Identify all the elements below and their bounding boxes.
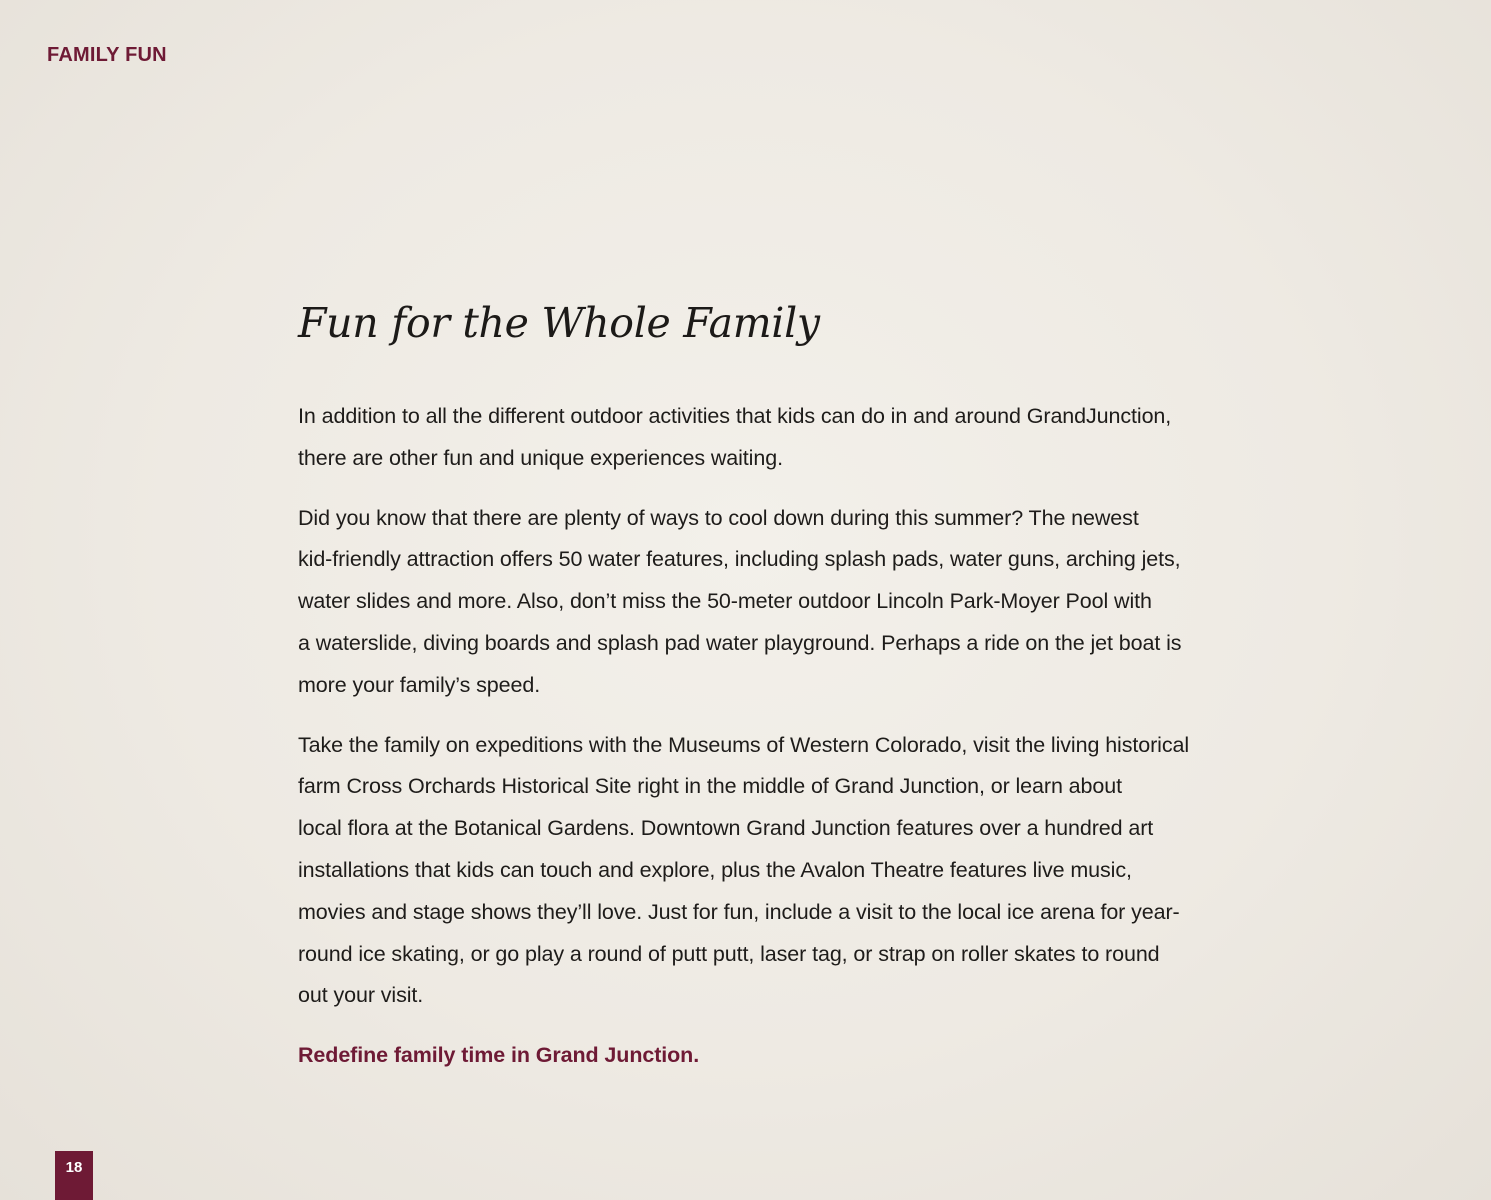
water-activities-paragraph bbox=[298, 498, 1218, 707]
paragraph-line: farm Cross Orchards Historical Site right in the middle of Grand Junction, or learn about bbox=[298, 774, 1122, 799]
paragraph-line: round ice skating, or go play a round of putt putt, laser tag, or strap on roller skates to round bbox=[298, 941, 1160, 966]
paragraph-line: Did you know that there are plenty of ways to cool down during this summer? The newest bbox=[298, 505, 1139, 530]
paragraph-line: out your visit. bbox=[298, 983, 424, 1008]
paragraph-line: local flora at the Botanical Gardens. Downtown Grand Junction features over a hundred art bbox=[298, 816, 1154, 841]
attractions-paragraph bbox=[298, 725, 1218, 1018]
paragraph-line: kid-friendly attraction offers 50 water features, including splash pads, water guns, arching jets, bbox=[298, 547, 1181, 572]
paragraph-line: Take the family on expeditions with the Museums of Western Colorado, visit the living historical bbox=[298, 732, 1190, 757]
paragraph-line: installations that kids can touch and explore, plus the Avalon Theatre features live music, bbox=[298, 857, 1132, 882]
article-title: Fun for the Whole Family bbox=[298, 299, 820, 347]
paragraph-line: a waterslide, diving boards and splash pad water playground. Perhaps a ride on the jet boat is bbox=[298, 630, 1182, 655]
article-body bbox=[298, 396, 1218, 1075]
paragraph-line: In addition to all the different outdoor activities that kids can do in and around GrandJunction, bbox=[298, 404, 1172, 428]
paragraph-line: more your family’s speed. bbox=[298, 672, 541, 697]
closing-tagline: Redefine family time in Grand Junction. bbox=[298, 1043, 700, 1068]
paragraph-line: water slides and more. Also, don’t miss the 50-meter outdoor Lincoln Park-Moyer Pool with bbox=[298, 589, 1152, 614]
paragraph-line: movies and stage shows they’ll love. Just for fun, include a visit to the local ice arena for year- bbox=[298, 899, 1180, 924]
article bbox=[298, 292, 1218, 1075]
section-label: FAMILY FUN bbox=[47, 44, 167, 66]
paragraph-line: there are other fun and unique experiences waiting. bbox=[298, 445, 783, 470]
page-number: 18 bbox=[55, 1151, 93, 1200]
intro-paragraph bbox=[298, 396, 1218, 480]
